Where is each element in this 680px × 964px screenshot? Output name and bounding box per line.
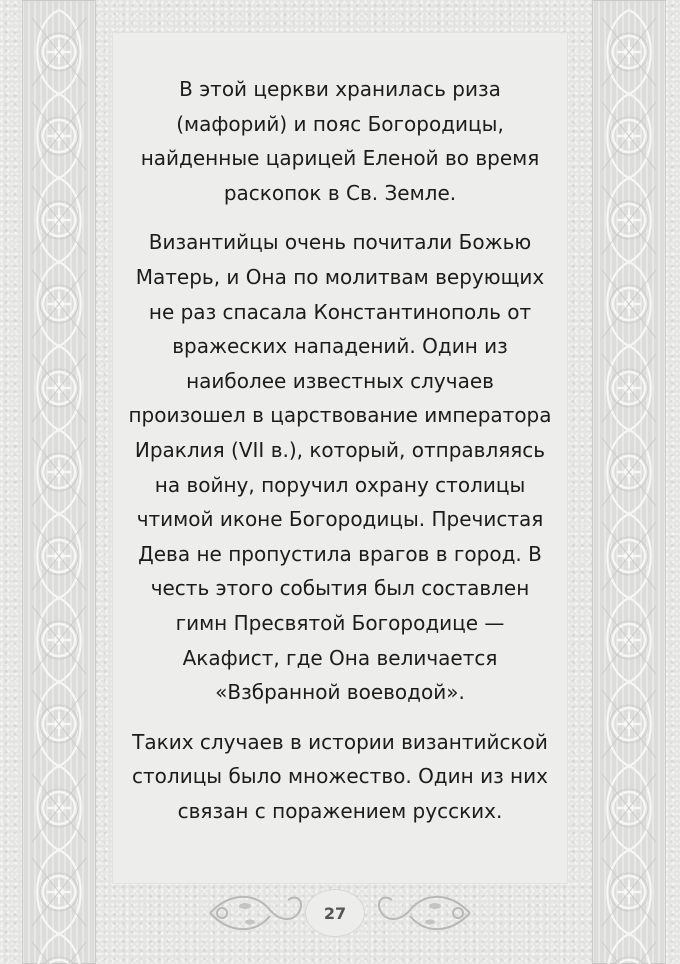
text-line: честь этого события был составлен — [150, 576, 530, 601]
paragraph-1 — [113, 72, 567, 210]
text-line: Таких случаев в истории византийской — [132, 729, 548, 754]
text-line: Византийцы очень почитали Божью — [148, 230, 532, 255]
left-border-pattern-icon — [22, 0, 96, 964]
page-text — [113, 72, 567, 843]
text-line: не раз спасала Константинополь от — [148, 299, 532, 324]
text-line: гимн Пресвятой Богородице — — [175, 610, 505, 635]
paragraph-3 — [113, 725, 567, 829]
text-line: столицы было множество. Один из них — [132, 764, 548, 789]
text-line: Акафист, где Она величается — [182, 645, 498, 670]
text-line: (мафорий) и пояс Богородицы, — [176, 111, 504, 136]
text-line: чтимой иконе Богородицы. Пречистая — [136, 507, 544, 532]
right-ornamental-border — [592, 0, 666, 964]
paragraph-2 — [113, 225, 567, 709]
text-line: вражеских нападений. Один из — [172, 334, 508, 359]
text-line: В этой церкви хранилась риза — [179, 77, 501, 101]
left-ornamental-border — [22, 0, 96, 964]
text-line: «Взбранной воеводой». — [215, 680, 465, 705]
text-line: произошел в царствование императора — [128, 403, 552, 428]
text-line: найденные царицей Еленой во время — [140, 146, 540, 171]
right-border-pattern-icon — [592, 0, 666, 964]
page-number-badge — [306, 890, 364, 936]
text-line: Дева не пропустила врагов в город. В — [138, 541, 542, 566]
text-line: раскопок в Св. Земле. — [223, 180, 457, 205]
text-line: Матерь, и Она по молитвам верующих — [135, 264, 545, 289]
text-line: Ираклия (VII в.), который, отправляясь — [134, 437, 546, 462]
text-line: связан с поражением русских. — [177, 798, 503, 823]
text-line: наиболее известных случаев — [186, 368, 494, 393]
page-number: 27 — [323, 903, 347, 923]
text-line: на войну, поручил охрану столицы — [154, 472, 526, 497]
